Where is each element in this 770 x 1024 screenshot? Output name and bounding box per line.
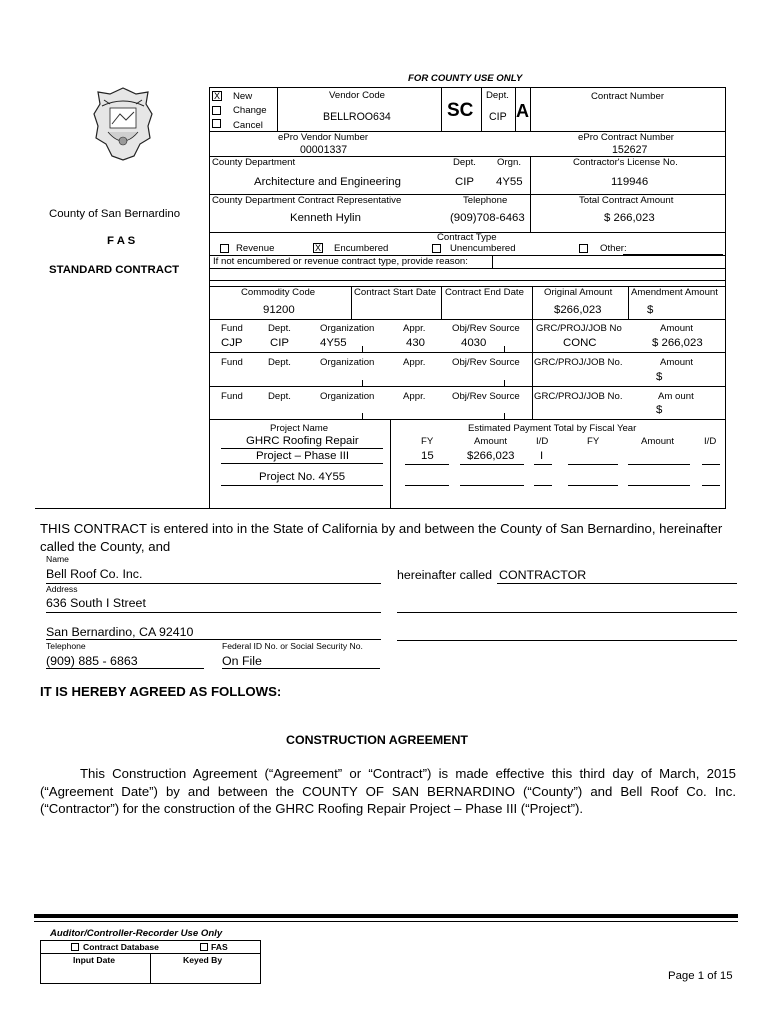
amount-label-3: Am ount (658, 391, 694, 402)
fy-value: 15 (421, 450, 434, 462)
appr-label-3: Appr. (403, 391, 426, 402)
grc-label-2: GRC/PROJ/JOB No. (534, 357, 623, 368)
contract-database-label: Contract Database (83, 942, 159, 952)
appr-label-2: Appr. (403, 357, 426, 368)
project-name-line1: GHRC Roofing Repair (246, 435, 359, 447)
other-checkbox[interactable] (579, 244, 588, 253)
cancel-checkbox[interactable] (212, 119, 221, 128)
epro-contract-number: 152627 (612, 144, 648, 156)
organization-label-1: Organization (320, 323, 375, 334)
unencumbered-label: Unencumbered (450, 243, 516, 254)
total-amount-label: Total Contract Amount (579, 195, 674, 206)
dept-code: CIP (489, 111, 507, 123)
page-number: Page 1 of 15 (668, 970, 733, 982)
dept-value: CIP (455, 176, 474, 188)
change-checkbox[interactable] (212, 106, 221, 115)
phone-label: Telephone (46, 641, 86, 651)
cancel-label: Cancel (233, 120, 263, 131)
representative-telephone: (909)708-6463 (450, 212, 525, 224)
contractor-fedid: On File (222, 654, 262, 668)
county-seal (88, 86, 158, 162)
project-name-label: Project Name (270, 423, 329, 434)
fund-org-value: 4Y55 (320, 337, 347, 349)
epro-contract-label: ePro Contract Number (578, 132, 674, 143)
fund-amount-3: $ (656, 404, 663, 416)
fas-label: F A S (107, 235, 136, 247)
auditor-label: Auditor/Controller-Recorder Use Only (50, 928, 223, 939)
end-date-label: Contract End Date (445, 287, 524, 298)
original-amount-label: Original Amount (544, 287, 613, 298)
encumbered-checkbox[interactable]: X (314, 243, 321, 253)
contract-number-label: Contract Number (591, 91, 665, 102)
amendment-amount-label: Amendment Amount (631, 287, 718, 298)
keyed-by-label: Keyed By (183, 955, 223, 965)
commodity-code: 91200 (263, 304, 295, 316)
contractor-name: Bell Roof Co. Inc. (46, 567, 143, 581)
name-label: Name (46, 554, 69, 564)
amount-label-fy2: Amount (641, 436, 675, 447)
organization-label-2: Organization (320, 357, 375, 368)
footer-rule (34, 914, 738, 918)
agreement-body: This Construction Agreement (“Agreement” or “Contract”) is made effective this third day of March, 2015 (“Agreement Date”) by and between the COUNTY OF SAN BERNARDINO (“County”) and Bell Roof Co. Inc. (“Contractor”) for the construction of the GHRC Roofing Repair Project – Phase III (“Project”). (40, 766, 736, 816)
vendor-code-label: Vendor Code (329, 90, 386, 101)
project-number: Project No. 4Y55 (259, 471, 346, 483)
fas-checkbox[interactable] (200, 943, 208, 951)
epro-vendor-number: 00001337 (300, 144, 348, 156)
agreement-title: CONSTRUCTION AGREEMENT (286, 733, 468, 747)
fund-label-1: Fund (221, 323, 243, 334)
dept-label-2: Dept. (453, 157, 476, 168)
fy-id: I (540, 450, 544, 462)
id-label-1: I/D (536, 436, 549, 447)
fund-value: CJP (221, 337, 243, 349)
fund-amount-value: $ 266,023 (652, 337, 703, 349)
fas-footer-label: FAS (211, 942, 228, 952)
sc-code: SC (447, 100, 474, 121)
new-checkbox[interactable]: X (213, 91, 220, 101)
fedid-label: Federal ID No. or Social Security No. (222, 641, 363, 651)
amount-label-fy1: Amount (474, 436, 508, 447)
representative-label: County Department Contract Representative (212, 195, 402, 206)
license-label: Contractor's License No. (573, 157, 678, 168)
representative-name: Kenneth Hylin (290, 212, 361, 224)
county-department: Architecture and Engineering (254, 176, 401, 188)
unencumbered-checkbox[interactable] (432, 244, 441, 253)
fund-label-3: Fund (221, 391, 243, 402)
fund-appr-value: 430 (406, 337, 426, 349)
fund-amount-2: $ (656, 371, 663, 383)
contract-type-label: Contract Type (437, 232, 497, 243)
contract-database-checkbox[interactable] (71, 943, 79, 951)
total-contract-amount: $ 266,023 (604, 212, 655, 224)
contract-intro: THIS CONTRACT is entered into in the State of California by and between the County of San Bernardino, hereinafter called the County, and (40, 521, 723, 554)
amount-label-1: Amount (660, 323, 694, 334)
estimated-payment-label: Estimated Payment Total by Fiscal Year (468, 423, 637, 434)
encumbered-label: Encumbered (334, 243, 389, 254)
orgn-value: 4Y55 (496, 176, 523, 188)
new-label: New (233, 91, 253, 102)
fund-dept-value: CIP (270, 337, 289, 349)
revenue-checkbox[interactable] (220, 244, 229, 253)
start-date-label: Contract Start Date (354, 287, 437, 298)
amount-label-2: Amount (660, 357, 694, 368)
contractor-phone: (909) 885 - 6863 (46, 654, 138, 668)
fy-label-1: FY (421, 436, 434, 447)
county-name: County of San Bernardino (49, 208, 181, 220)
organization-label-3: Organization (320, 391, 375, 402)
grc-label-1: GRC/PROJ/JOB No (536, 323, 622, 334)
objrev-label-1: Obj/Rev Source (452, 323, 520, 334)
change-label: Change (233, 105, 267, 116)
other-label: Other: (600, 243, 627, 254)
vendor-code: BELLROO634 (323, 111, 391, 123)
fund-label-2: Fund (221, 357, 243, 368)
county-department-label: County Department (212, 157, 296, 168)
not-encumbered-note: If not encumbered or revenue contract type, provide reason: (213, 256, 468, 267)
for-county-use-only: FOR COUNTY USE ONLY (408, 73, 523, 84)
grc-label-3: GRC/PROJ/JOB No. (534, 391, 623, 402)
agreed-heading: IT IS HEREBY AGREED AS FOLLOWS: (40, 684, 282, 699)
hereinafter-called: hereinafter called (397, 568, 493, 582)
dept-col-label-2: Dept. (268, 357, 291, 368)
address-label: Address (46, 584, 78, 594)
address-line2: San Bernardino, CA 92410 (46, 625, 194, 639)
fund-grc-value: CONC (563, 337, 597, 349)
dept-label: Dept. (486, 90, 509, 101)
revenue-label: Revenue (236, 243, 275, 254)
dept-col-label-1: Dept. (268, 323, 291, 334)
telephone-label: Telephone (463, 195, 508, 206)
dept-col-label-3: Dept. (268, 391, 291, 402)
objrev-label-3: Obj/Rev Source (452, 391, 520, 402)
fy-label-2: FY (587, 436, 600, 447)
epro-vendor-label: ePro Vendor Number (278, 132, 369, 143)
address-line1: 636 South I Street (46, 596, 146, 610)
fy-amount: $266,023 (467, 450, 515, 462)
fund-objrev-value: 4030 (461, 337, 487, 349)
id-label-2: I/D (704, 436, 717, 447)
input-date-label: Input Date (73, 955, 116, 965)
a-code: A (516, 101, 529, 121)
project-name-line2: Project – Phase III (256, 450, 350, 462)
appr-label-1: Appr. (403, 323, 426, 334)
contractor-label: CONTRACTOR (499, 568, 587, 582)
license-number: 119946 (611, 176, 649, 188)
original-amount: $266,023 (554, 304, 602, 316)
standard-contract-title: STANDARD CONTRACT (49, 264, 180, 276)
amendment-amount: $ (647, 304, 654, 316)
objrev-label-2: Obj/Rev Source (452, 357, 520, 368)
orgn-label: Orgn. (497, 157, 521, 168)
commodity-code-label: Commodity Code (241, 287, 316, 298)
